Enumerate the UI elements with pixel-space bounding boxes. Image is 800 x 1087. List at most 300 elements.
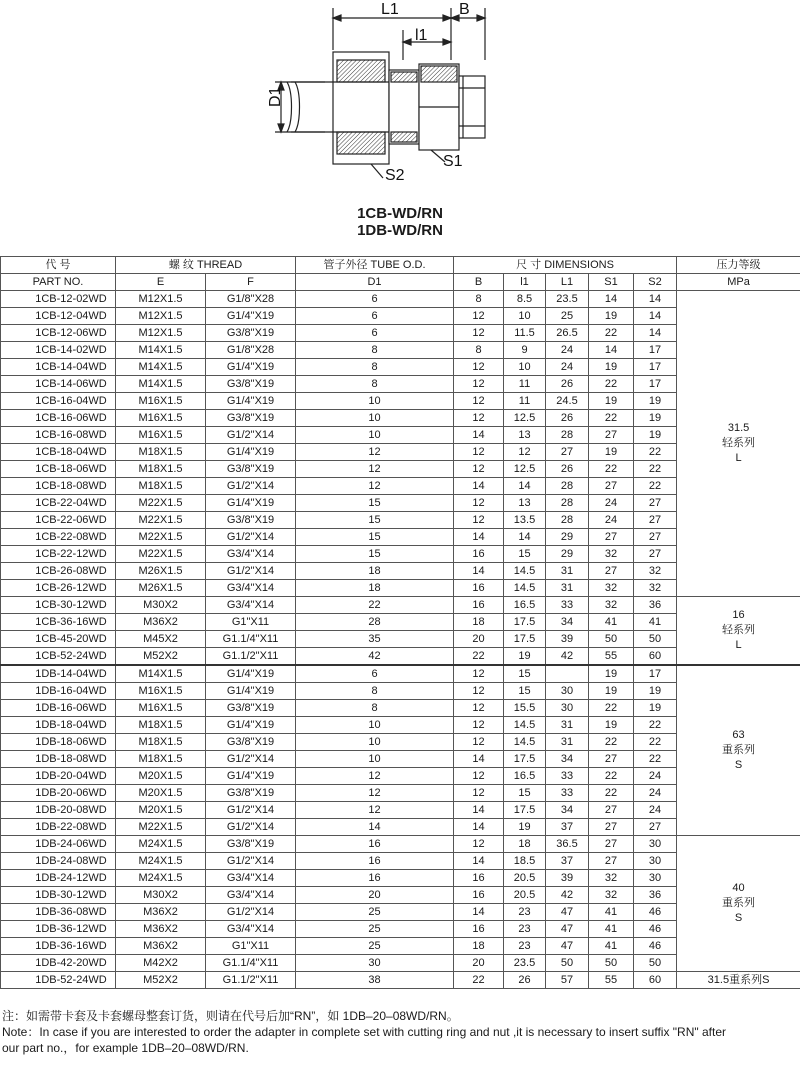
cell-part-no: 1DB-20-08WD <box>1 802 116 819</box>
cell-dim-s1: 32 <box>589 580 634 597</box>
cell-dim-s1: 27 <box>589 478 634 495</box>
cell-dim-l1: 37 <box>546 819 589 836</box>
cell-dim-b: 12 <box>454 325 504 342</box>
cell-dim-l1-small: 17.5 <box>504 631 546 648</box>
cell-dim-s1: 50 <box>589 955 634 972</box>
cell-dim-l1-small: 13 <box>504 495 546 512</box>
cell-thread-e: M52X2 <box>116 648 206 666</box>
cell-dim-s2: 14 <box>634 308 677 325</box>
cell-part-no: 1DB-36-16WD <box>1 938 116 955</box>
cell-tube-od: 10 <box>296 393 454 410</box>
cell-dim-b: 16 <box>454 921 504 938</box>
cell-tube-od: 12 <box>296 802 454 819</box>
cell-dim-l1: 31 <box>546 717 589 734</box>
cell-thread-e: M52X2 <box>116 972 206 989</box>
cell-dim-b: 8 <box>454 342 504 359</box>
cell-dim-s1: 50 <box>589 631 634 648</box>
cell-dim-s2: 22 <box>634 751 677 768</box>
cell-dim-b: 12 <box>454 359 504 376</box>
cell-dim-l1-small: 13 <box>504 427 546 444</box>
cell-dim-l1-small: 17.5 <box>504 614 546 631</box>
cell-dim-l1: 29 <box>546 529 589 546</box>
cell-tube-od: 25 <box>296 921 454 938</box>
cell-tube-od: 16 <box>296 836 454 853</box>
cell-dim-s2: 46 <box>634 904 677 921</box>
cell-dim-l1: 57 <box>546 972 589 989</box>
cell-dim-l1: 42 <box>546 887 589 904</box>
cell-dim-l1: 28 <box>546 427 589 444</box>
cell-thread-f: G1/4"X19 <box>206 717 296 734</box>
cell-dim-s2: 17 <box>634 376 677 393</box>
cell-dim-l1-small: 23 <box>504 921 546 938</box>
cell-part-no: 1CB-22-04WD <box>1 495 116 512</box>
cell-part-no: 1CB-45-20WD <box>1 631 116 648</box>
table-row <box>1 972 800 989</box>
cell-thread-e: M18X1.5 <box>116 461 206 478</box>
pressure-series-code: L <box>735 639 742 651</box>
cell-dim-l1: 31 <box>546 580 589 597</box>
cell-thread-e: M16X1.5 <box>116 393 206 410</box>
cell-dim-l1: 50 <box>546 955 589 972</box>
header-tube: 管子外径 TUBE O.D. <box>296 257 454 274</box>
cell-thread-f: G1/4"X19 <box>206 665 296 683</box>
cell-dim-b: 12 <box>454 444 504 461</box>
cell-part-no: 1CB-22-12WD <box>1 546 116 563</box>
cell-dim-s2: 27 <box>634 546 677 563</box>
cell-thread-f: G3/4"X14 <box>206 580 296 597</box>
cell-thread-e: M36X2 <box>116 614 206 631</box>
cell-thread-f: G1"X11 <box>206 938 296 955</box>
cell-dim-l1: 30 <box>546 700 589 717</box>
label-L1: L1 <box>381 1 399 18</box>
cell-thread-f: G3/4"X14 <box>206 597 296 614</box>
cell-dim-l1-small: 15 <box>504 683 546 700</box>
cell-dim-s2: 27 <box>634 819 677 836</box>
header-S1: S1 <box>589 274 634 291</box>
cell-part-no: 1CB-12-04WD <box>1 308 116 325</box>
note-en-line-2: our part no.，for example 1DB–20–08WD/RN. <box>2 1041 249 1055</box>
cell-thread-e: M22X1.5 <box>116 512 206 529</box>
cell-dim-l1-small: 19 <box>504 819 546 836</box>
cell-dim-s2: 41 <box>634 614 677 631</box>
cell-dim-s1: 19 <box>589 717 634 734</box>
cell-thread-e: M18X1.5 <box>116 717 206 734</box>
cell-tube-od: 12 <box>296 461 454 478</box>
cell-dim-s1: 27 <box>589 853 634 870</box>
cell-part-no: 1DB-30-12WD <box>1 887 116 904</box>
cell-part-no: 1DB-18-04WD <box>1 717 116 734</box>
cell-dim-l1-small: 11.5 <box>504 325 546 342</box>
cell-dim-b: 16 <box>454 580 504 597</box>
header-pressure-cn: 压力等级 <box>677 257 800 274</box>
cell-dim-l1-small: 11 <box>504 393 546 410</box>
cell-thread-e: M36X2 <box>116 921 206 938</box>
cell-thread-e: M16X1.5 <box>116 683 206 700</box>
cell-dim-l1-small: 12.5 <box>504 410 546 427</box>
cell-dim-l1: 24 <box>546 359 589 376</box>
table-row <box>1 291 800 308</box>
cell-thread-f: G1/2"X14 <box>206 478 296 495</box>
cell-tube-od: 12 <box>296 478 454 495</box>
cell-part-no: 1DB-22-08WD <box>1 819 116 836</box>
cell-dim-l1: 39 <box>546 631 589 648</box>
cell-part-no: 1CB-14-06WD <box>1 376 116 393</box>
note-en-line-1: Note：In case if you are interested to order the adapter in complete set with cutting ring and nut ,it is necessary to insert suffix "RN" after <box>2 1025 726 1039</box>
cell-thread-e: M45X2 <box>116 631 206 648</box>
cell-dim-l1: 29 <box>546 546 589 563</box>
cell-dim-s2: 36 <box>634 887 677 904</box>
cell-dim-l1: 42 <box>546 648 589 666</box>
cell-dim-s1: 27 <box>589 802 634 819</box>
cell-tube-od: 10 <box>296 734 454 751</box>
cell-dim-l1-small: 12.5 <box>504 461 546 478</box>
cell-dim-s1: 27 <box>589 563 634 580</box>
cell-dim-s1: 32 <box>589 870 634 887</box>
cell-dim-s2: 60 <box>634 972 677 989</box>
header-thread: 螺 纹 THREAD <box>116 257 296 274</box>
cell-thread-f: G3/8"X19 <box>206 734 296 751</box>
cell-dim-s2: 22 <box>634 478 677 495</box>
cell-dim-l1: 36.5 <box>546 836 589 853</box>
cell-part-no: 1DB-14-04WD <box>1 665 116 683</box>
cell-thread-e: M16X1.5 <box>116 410 206 427</box>
cell-tube-od: 28 <box>296 614 454 631</box>
cell-dim-l1-small: 18 <box>504 836 546 853</box>
cell-dim-b: 22 <box>454 648 504 666</box>
cell-thread-f: G3/8"X19 <box>206 785 296 802</box>
cell-thread-e: M12X1.5 <box>116 308 206 325</box>
cell-tube-od: 8 <box>296 359 454 376</box>
cell-dim-l1-small: 14.5 <box>504 580 546 597</box>
cell-dim-l1: 30 <box>546 683 589 700</box>
cell-tube-od: 10 <box>296 751 454 768</box>
cell-thread-f: G3/8"X19 <box>206 512 296 529</box>
cell-thread-e: M12X1.5 <box>116 291 206 308</box>
cell-dim-l1-small: 10 <box>504 359 546 376</box>
product-titles <box>0 205 800 239</box>
cell-dim-l1-small: 11 <box>504 376 546 393</box>
cell-thread-e: M20X1.5 <box>116 802 206 819</box>
cell-dim-b: 20 <box>454 631 504 648</box>
cell-dim-l1-small: 14.5 <box>504 717 546 734</box>
cell-tube-od: 20 <box>296 887 454 904</box>
cell-dim-l1-small: 14.5 <box>504 734 546 751</box>
cell-dim-l1-small: 20.5 <box>504 887 546 904</box>
cell-part-no: 1CB-14-02WD <box>1 342 116 359</box>
cell-thread-e: M18X1.5 <box>116 751 206 768</box>
cell-tube-od: 15 <box>296 529 454 546</box>
cell-dim-l1-small: 18.5 <box>504 853 546 870</box>
cell-dim-s1: 19 <box>589 393 634 410</box>
cell-dim-l1-small: 17.5 <box>504 751 546 768</box>
cell-dim-b: 14 <box>454 529 504 546</box>
cell-tube-od: 18 <box>296 580 454 597</box>
header-B: B <box>454 274 504 291</box>
cell-dim-s2: 17 <box>634 359 677 376</box>
cell-part-no: 1CB-12-02WD <box>1 291 116 308</box>
label-S1: S1 <box>443 153 463 170</box>
cell-tube-od: 15 <box>296 512 454 529</box>
cell-dim-s1: 41 <box>589 614 634 631</box>
cell-part-no: 1CB-16-06WD <box>1 410 116 427</box>
cell-dim-s2: 19 <box>634 410 677 427</box>
cell-dim-l1: 28 <box>546 495 589 512</box>
cell-thread-e: M24X1.5 <box>116 836 206 853</box>
pressure-value: 31.5重系列S <box>707 973 770 986</box>
pressure-series-code: S <box>734 912 743 924</box>
pressure-series: 重系列 <box>722 897 756 909</box>
cell-part-no: 1DB-52-24WD <box>1 972 116 989</box>
cell-thread-e: M14X1.5 <box>116 359 206 376</box>
cell-dim-b: 20 <box>454 955 504 972</box>
cell-tube-od: 14 <box>296 819 454 836</box>
cell-part-no: 1DB-24-12WD <box>1 870 116 887</box>
cell-dim-s1: 22 <box>589 376 634 393</box>
pressure-value: 63 <box>732 729 745 741</box>
cell-tube-od: 10 <box>296 410 454 427</box>
spec-table <box>0 256 800 989</box>
cell-dim-l1-small: 14 <box>504 529 546 546</box>
cell-dim-s2: 19 <box>634 393 677 410</box>
cell-thread-e: M14X1.5 <box>116 665 206 683</box>
cell-thread-e: M18X1.5 <box>116 734 206 751</box>
cell-dim-l1-small: 8.5 <box>504 291 546 308</box>
cell-dim-s2: 19 <box>634 700 677 717</box>
cell-dim-l1: 26 <box>546 461 589 478</box>
cell-part-no: 1CB-26-12WD <box>1 580 116 597</box>
cell-dim-l1-small: 17.5 <box>504 802 546 819</box>
cell-tube-od: 25 <box>296 938 454 955</box>
header-D1: D1 <box>296 274 454 291</box>
cell-tube-od: 18 <box>296 563 454 580</box>
cell-dim-s2: 32 <box>634 563 677 580</box>
cell-thread-e: M36X2 <box>116 938 206 955</box>
header-F: F <box>206 274 296 291</box>
cell-tube-od: 25 <box>296 904 454 921</box>
pressure-group <box>677 836 800 972</box>
table-row <box>1 665 800 683</box>
cell-part-no: 1CB-26-08WD <box>1 563 116 580</box>
cell-part-no: 1DB-20-06WD <box>1 785 116 802</box>
cell-thread-e: M22X1.5 <box>116 546 206 563</box>
cell-dim-b: 12 <box>454 410 504 427</box>
cell-tube-od: 6 <box>296 291 454 308</box>
cell-part-no: 1DB-36-12WD <box>1 921 116 938</box>
cell-thread-f: G3/8"X19 <box>206 410 296 427</box>
cell-thread-f: G1.1/2"X11 <box>206 648 296 666</box>
cell-part-no: 1CB-18-04WD <box>1 444 116 461</box>
cell-dim-l1-small: 10 <box>504 308 546 325</box>
cell-dim-s1: 14 <box>589 342 634 359</box>
cell-dim-s2: 27 <box>634 512 677 529</box>
table-row <box>1 597 800 614</box>
cell-dim-l1-small: 14.5 <box>504 563 546 580</box>
cell-dim-s2: 22 <box>634 717 677 734</box>
cell-thread-e: M20X1.5 <box>116 768 206 785</box>
cell-dim-b: 12 <box>454 683 504 700</box>
cell-tube-od: 42 <box>296 648 454 666</box>
cell-tube-od: 15 <box>296 546 454 563</box>
cell-thread-f: G1/8"X28 <box>206 291 296 308</box>
pressure-value: 31.5 <box>727 422 750 434</box>
cell-thread-e: M30X2 <box>116 597 206 614</box>
cell-dim-b: 16 <box>454 887 504 904</box>
cell-dim-b: 12 <box>454 768 504 785</box>
cell-thread-f: G1/2"X14 <box>206 802 296 819</box>
cell-dim-l1: 25 <box>546 308 589 325</box>
cell-dim-s1: 19 <box>589 665 634 683</box>
cell-part-no: 1DB-18-08WD <box>1 751 116 768</box>
cell-dim-s2: 60 <box>634 648 677 666</box>
title-line-1: 1CB-WD/RN <box>357 205 443 222</box>
cell-thread-f: G1/4"X19 <box>206 393 296 410</box>
cell-dim-l1: 28 <box>546 478 589 495</box>
cell-dim-s1: 22 <box>589 785 634 802</box>
pressure-group <box>677 972 800 989</box>
cell-tube-od: 8 <box>296 700 454 717</box>
cell-dim-b: 12 <box>454 376 504 393</box>
cell-thread-f: G1/2"X14 <box>206 853 296 870</box>
cell-dim-s1: 55 <box>589 648 634 666</box>
cell-thread-e: M36X2 <box>116 904 206 921</box>
cell-dim-b: 12 <box>454 461 504 478</box>
cell-dim-l1: 24.5 <box>546 393 589 410</box>
cell-dim-s2: 46 <box>634 938 677 955</box>
cell-dim-s2: 14 <box>634 325 677 342</box>
header-code-en: PART NO. <box>1 274 116 291</box>
cell-part-no: 1CB-18-08WD <box>1 478 116 495</box>
cell-dim-s2: 50 <box>634 631 677 648</box>
cell-dim-s2: 14 <box>634 291 677 308</box>
table-row <box>1 836 800 853</box>
cell-part-no: 1DB-42-20WD <box>1 955 116 972</box>
cell-thread-f: G1"X11 <box>206 614 296 631</box>
cell-dim-l1: 47 <box>546 938 589 955</box>
cell-dim-b: 12 <box>454 785 504 802</box>
cell-dim-l1-small: 15 <box>504 546 546 563</box>
cell-tube-od: 6 <box>296 325 454 342</box>
pressure-series: 轻系列 <box>722 437 756 449</box>
cell-dim-b: 14 <box>454 904 504 921</box>
cell-dim-s1: 19 <box>589 308 634 325</box>
cell-part-no: 1CB-18-06WD <box>1 461 116 478</box>
cell-dim-l1: 31 <box>546 563 589 580</box>
cell-dim-s2: 22 <box>634 734 677 751</box>
cell-dim-s2: 46 <box>634 921 677 938</box>
cell-dim-b: 12 <box>454 717 504 734</box>
cell-dim-l1: 39 <box>546 870 589 887</box>
cell-dim-b: 8 <box>454 291 504 308</box>
header-L1: L1 <box>546 274 589 291</box>
cell-thread-f: G3/8"X19 <box>206 376 296 393</box>
cell-dim-s1: 22 <box>589 325 634 342</box>
cell-part-no: 1DB-18-06WD <box>1 734 116 751</box>
cell-part-no: 1DB-24-08WD <box>1 853 116 870</box>
cell-dim-s2: 27 <box>634 495 677 512</box>
cell-dim-s2: 17 <box>634 665 677 683</box>
cell-dim-s1: 41 <box>589 921 634 938</box>
cell-dim-l1: 47 <box>546 921 589 938</box>
cell-dim-l1-small: 9 <box>504 342 546 359</box>
label-l1: l1 <box>415 27 428 44</box>
cell-part-no: 1DB-16-04WD <box>1 683 116 700</box>
cell-thread-e: M16X1.5 <box>116 700 206 717</box>
cell-dim-l1: 34 <box>546 802 589 819</box>
pressure-group <box>677 597 800 666</box>
cell-dim-s1: 22 <box>589 734 634 751</box>
cell-dim-s2: 32 <box>634 580 677 597</box>
cell-part-no: 1DB-16-06WD <box>1 700 116 717</box>
label-S2: S2 <box>385 167 405 184</box>
cell-tube-od: 16 <box>296 853 454 870</box>
cell-tube-od: 16 <box>296 870 454 887</box>
header-code-cn: 代 号 <box>1 257 116 274</box>
cell-dim-l1: 34 <box>546 614 589 631</box>
cell-thread-e: M22X1.5 <box>116 529 206 546</box>
cell-dim-l1-small: 23 <box>504 938 546 955</box>
cell-tube-od: 22 <box>296 597 454 614</box>
cell-thread-f: G3/8"X19 <box>206 325 296 342</box>
cell-thread-f: G3/4"X14 <box>206 546 296 563</box>
cell-part-no: 1CB-14-04WD <box>1 359 116 376</box>
cell-dim-s1: 27 <box>589 529 634 546</box>
cell-dim-l1-small: 20.5 <box>504 870 546 887</box>
cell-dim-l1-small: 13.5 <box>504 512 546 529</box>
label-D1: D1 <box>267 86 284 107</box>
cell-dim-s2: 50 <box>634 955 677 972</box>
cell-dim-l1-small: 26 <box>504 972 546 989</box>
cell-dim-l1: 47 <box>546 904 589 921</box>
cell-part-no: 1DB-36-08WD <box>1 904 116 921</box>
cell-thread-e: M24X1.5 <box>116 853 206 870</box>
pressure-series-code: S <box>734 759 743 771</box>
cell-dim-l1 <box>546 665 589 683</box>
cell-dim-l1: 31 <box>546 734 589 751</box>
cell-dim-b: 16 <box>454 870 504 887</box>
cell-thread-f: G1.1/4"X11 <box>206 955 296 972</box>
label-B: B <box>459 1 470 18</box>
cell-thread-f: G1/4"X19 <box>206 359 296 376</box>
cell-dim-s1: 27 <box>589 751 634 768</box>
cell-thread-e: M22X1.5 <box>116 495 206 512</box>
cell-thread-f: G1.1/2"X11 <box>206 972 296 989</box>
cell-tube-od: 38 <box>296 972 454 989</box>
cell-thread-e: M24X1.5 <box>116 870 206 887</box>
cell-dim-s1: 24 <box>589 495 634 512</box>
cell-dim-s2: 19 <box>634 683 677 700</box>
cell-dim-l1: 24 <box>546 342 589 359</box>
cell-dim-b: 22 <box>454 972 504 989</box>
pressure-value: 16 <box>732 609 745 621</box>
cell-dim-l1: 34 <box>546 751 589 768</box>
cell-tube-od: 8 <box>296 683 454 700</box>
cell-dim-s2: 22 <box>634 444 677 461</box>
cell-tube-od: 30 <box>296 955 454 972</box>
cell-tube-od: 10 <box>296 427 454 444</box>
cell-dim-l1-small: 16.5 <box>504 768 546 785</box>
cell-part-no: 1CB-12-06WD <box>1 325 116 342</box>
cell-dim-l1-small: 23 <box>504 904 546 921</box>
cell-part-no: 1CB-16-04WD <box>1 393 116 410</box>
cell-dim-s1: 22 <box>589 768 634 785</box>
pressure-series-code: L <box>735 452 742 464</box>
cell-dim-s1: 32 <box>589 546 634 563</box>
cell-dim-s2: 24 <box>634 768 677 785</box>
cell-dim-s2: 30 <box>634 870 677 887</box>
cell-thread-f: G3/4"X14 <box>206 870 296 887</box>
spec-table-body <box>1 291 800 989</box>
cell-part-no: 1CB-16-08WD <box>1 427 116 444</box>
